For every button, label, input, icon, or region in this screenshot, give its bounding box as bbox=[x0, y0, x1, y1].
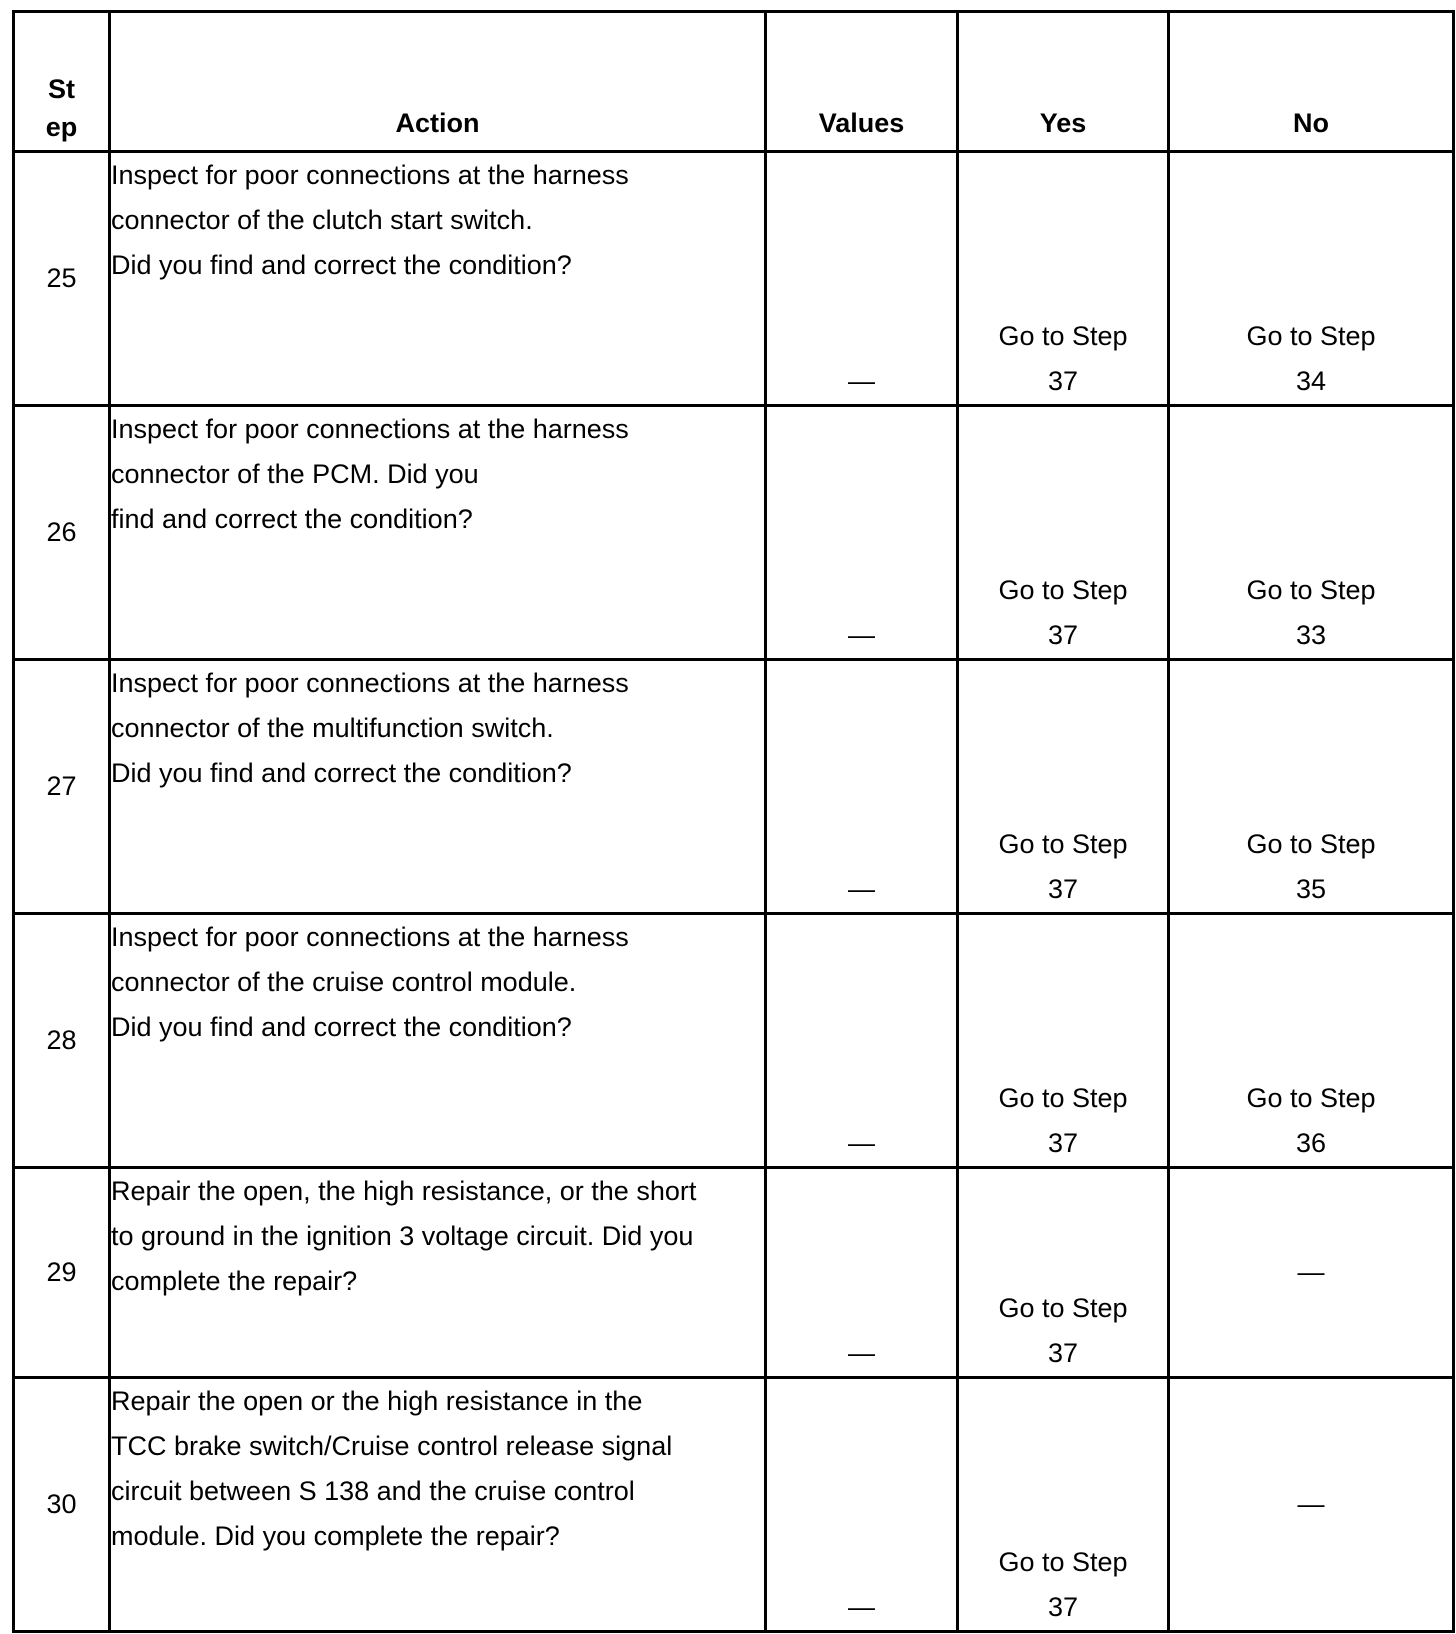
action-text: Repair the open, the high resistance, or the short to ground in the ignition 3 voltage circuit. Did you complete the repair? bbox=[110, 1168, 766, 1378]
no-cell: Go to Step 33 bbox=[1169, 406, 1454, 660]
no-cell: Go to Step 34 bbox=[1169, 152, 1454, 406]
header-step: St ep bbox=[14, 12, 110, 152]
action-text: Inspect for poor connections at the harness connector of the PCM. Did you find and correct the condition? bbox=[110, 406, 766, 660]
step-number: 25 bbox=[14, 152, 110, 406]
yes-cell: Go to Step 37 bbox=[958, 660, 1169, 914]
no-cell: Go to Step 36 bbox=[1169, 914, 1454, 1168]
yes-cell: Go to Step 37 bbox=[958, 914, 1169, 1168]
step-number: 30 bbox=[14, 1378, 110, 1632]
diagnostic-table bbox=[12, 10, 1455, 1633]
step-number: 26 bbox=[14, 406, 110, 660]
table-row bbox=[14, 406, 1454, 660]
values-cell: — bbox=[766, 914, 958, 1168]
action-text: Inspect for poor connections at the harness connector of the cruise control module. Did you find and correct the condition? bbox=[110, 914, 766, 1168]
yes-cell: Go to Step 37 bbox=[958, 1378, 1169, 1632]
values-cell: — bbox=[766, 660, 958, 914]
values-cell: — bbox=[766, 1168, 958, 1378]
header-no: No bbox=[1169, 12, 1454, 152]
header-yes: Yes bbox=[958, 12, 1169, 152]
no-cell: — bbox=[1169, 1378, 1454, 1632]
values-cell: — bbox=[766, 1378, 958, 1632]
table-row bbox=[14, 914, 1454, 1168]
values-cell: — bbox=[766, 152, 958, 406]
table-row bbox=[14, 1168, 1454, 1378]
table-row bbox=[14, 660, 1454, 914]
step-number: 27 bbox=[14, 660, 110, 914]
header-action: Action bbox=[110, 12, 766, 152]
action-text: Inspect for poor connections at the harness connector of the multifunction switch. Did you find and correct the condition? bbox=[110, 660, 766, 914]
yes-cell: Go to Step 37 bbox=[958, 406, 1169, 660]
values-cell: — bbox=[766, 406, 958, 660]
step-number: 29 bbox=[14, 1168, 110, 1378]
yes-cell: Go to Step 37 bbox=[958, 152, 1169, 406]
table-row bbox=[14, 152, 1454, 406]
header-values: Values bbox=[766, 12, 958, 152]
step-number: 28 bbox=[14, 914, 110, 1168]
header-row bbox=[14, 12, 1454, 152]
action-text: Inspect for poor connections at the harness connector of the clutch start switch. Did you find and correct the condition? bbox=[110, 152, 766, 406]
no-cell: Go to Step 35 bbox=[1169, 660, 1454, 914]
action-text: Repair the open or the high resistance in the TCC brake switch/Cruise control release signal circuit between S 138 and the cruise control module. Did you complete the repair? bbox=[110, 1378, 766, 1632]
table-row bbox=[14, 1378, 1454, 1632]
no-cell: — bbox=[1169, 1168, 1454, 1378]
yes-cell: Go to Step 37 bbox=[958, 1168, 1169, 1378]
